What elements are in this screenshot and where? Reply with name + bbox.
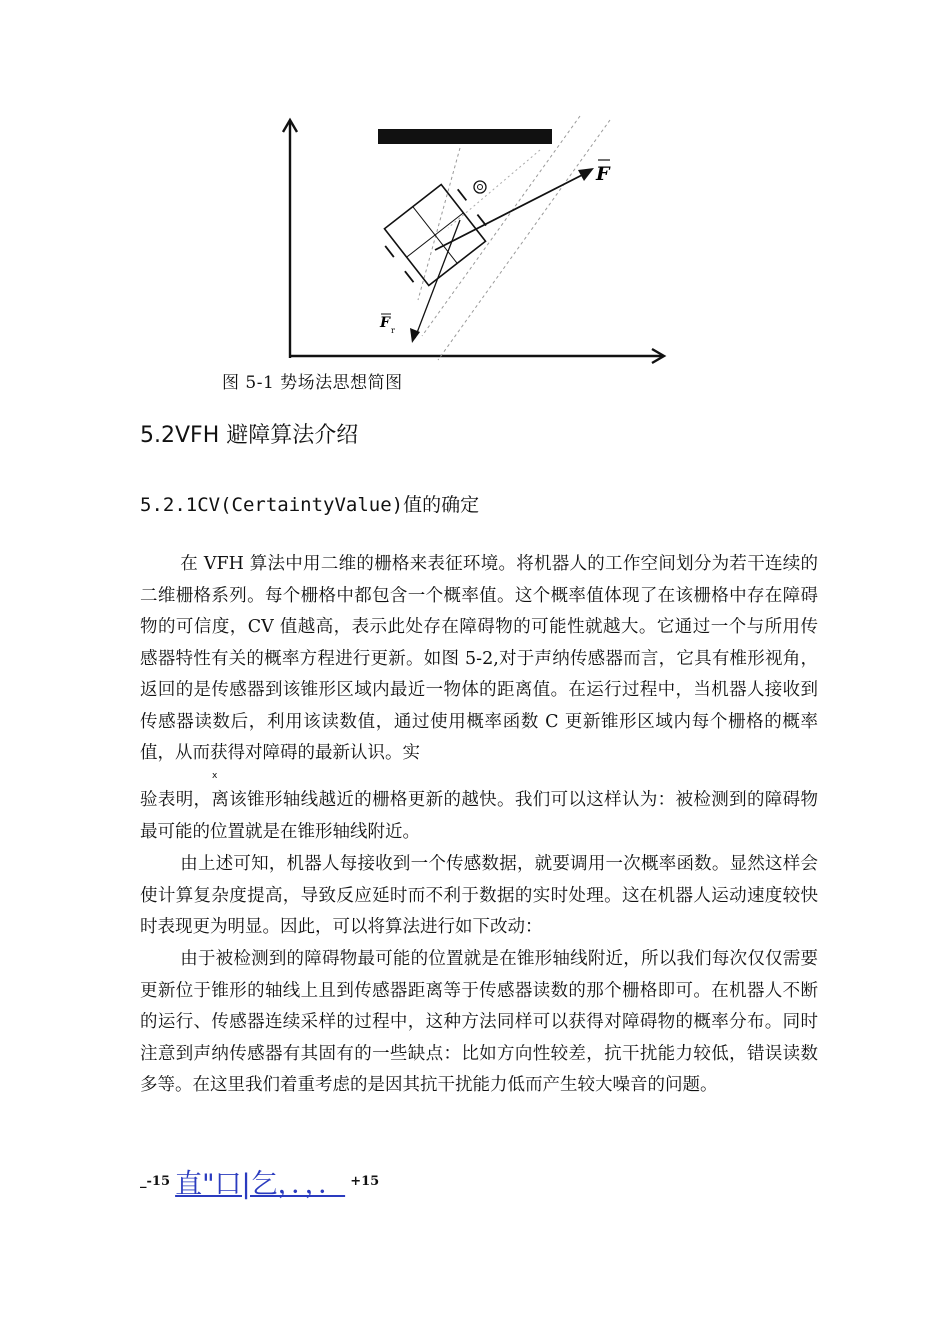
page-footer (140, 1162, 379, 1201)
force-arrowhead (578, 168, 594, 181)
force-label: F (596, 163, 610, 185)
robot-body (377, 178, 494, 291)
subsection-heading: 5.2.1CV(CertaintyValue)值的确定 (140, 494, 480, 516)
footer-middle: 直"口|乞，．，． (175, 1169, 346, 1200)
stray-mark: x (212, 771, 218, 781)
repulse-subscript: r (391, 326, 395, 335)
paragraph (140, 785, 818, 848)
figure-caption: 图 5-1 势场法思想简图 (222, 373, 403, 393)
footer-right: +15 (350, 1174, 380, 1189)
paragraph-text: 由于被检测到的障碍物最可能的位置就是在锥形轴线附近，所以我们每次仅仅需要更新位于锥形的轴线上且到传感器距离等于传感器读数的那个栅格即可。在机器人不断的运行、传感器连续采样的过程中，这种方法同样可以获得对障碍物的概率分布。同时注意到声纳传感器有其固有的一些缺点：比如方向性较差，抗干扰能力较低，错误读数多等。在这里我们着重考虑的是因其抗干扰能力低而产生较大噪音的问题。 (140, 949, 818, 1095)
paragraph-text: 由上述可知，机器人每接收到一个传感数据，就要调用一次概率函数。显然这样会使计算复杂度提高，导致反应延时而不利于数据的实时处理。这在机器人运动速度较快时表现更为明显。因此，可以将算法进行如下改动： (140, 854, 818, 937)
potential-field-diagram (270, 110, 680, 370)
target-marker (474, 181, 486, 193)
guide-line (422, 116, 580, 336)
section-heading: 5.2VFH 避障算法介绍 (140, 423, 359, 448)
paragraph (140, 849, 818, 944)
guide-line (438, 120, 610, 360)
paragraph-text: 验表明，离该锥形轴线越近的栅格更新的越快。我们可以这样认为：被检测到的障碍物最可能的位置就是在锥形轴线附近。 (140, 790, 818, 842)
repulse-label: F (380, 315, 390, 331)
footer-left: _-15 (140, 1174, 170, 1189)
paragraph (140, 549, 818, 770)
paragraph-text: 在 VFH 算法中用二维的栅格来表征环境。将机器人的工作空间划分为若干连续的二维栅格系列。每个栅格中都包含一个概率值。这个概率值体现了在该栅格中存在障碍物的可信度，CV 值越高，表示此处存在障碍物的可能性就越大。它通过一个与所用传感器特性有关的概率方程进行更新。如图 5-2,对于声纳传感器而言，它具有椎形视角，返回的是传感器到该锥形区域内最近一物体的距离值。在运行过程中，当机器人接收到传感器读数后，利用该读数值，通过使用概率函数 C 更新锥形区域内每个栅格的概率值，从而获得对障碍的最新认识。实 (140, 554, 818, 763)
force-arrow (435, 172, 588, 250)
paragraph (140, 944, 818, 1102)
guide-line (448, 150, 540, 228)
obstacle-bar (378, 129, 552, 144)
